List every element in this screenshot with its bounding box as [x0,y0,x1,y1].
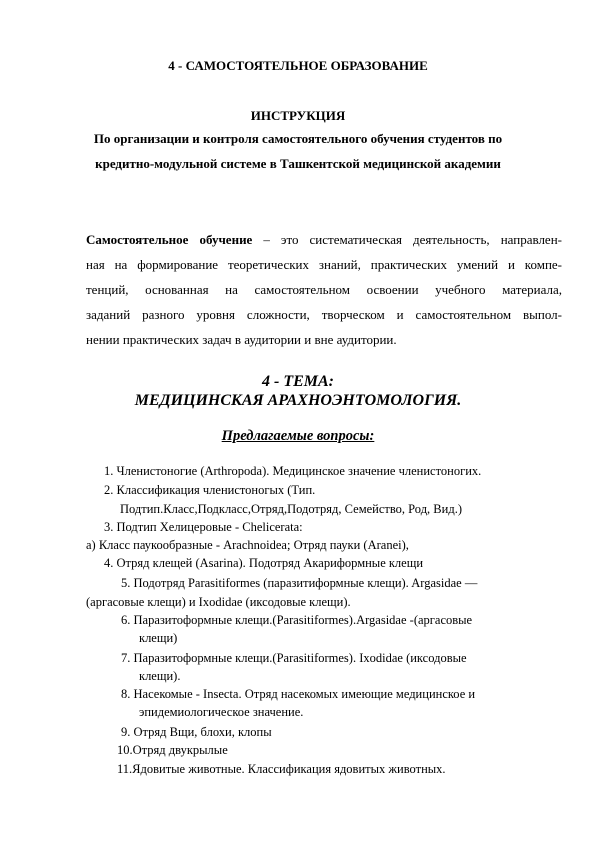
definition-line-1-rest: – это систематическая деятельность, направлен- [252,232,562,247]
question-8-continued: эпидемиологическое значение. [139,705,304,719]
section-title: 4 - САМОСТОЯТЕЛЬНОЕ ОБРАЗОВАНИЕ [168,58,428,73]
topic-title: МЕДИЦИНСКАЯ АРАХНОЭНТОМОЛОГИЯ. [134,392,462,409]
question-7-continued: клещи). [139,669,181,683]
question-5: 5. Подотряд Parasitiformes (паразитиформные клещи). Argasidae — [121,576,478,590]
question-3: 3. Подтип Хелицеровые - Chelicerata: [104,520,303,534]
instruction-line-1: По организации и контроля самостоятельного обучения студентов по [93,131,503,146]
question-5-continued: (аргасовые клещи) и Ixodidae (иксодовые клещи). [86,595,351,609]
question-3-item-a: а) Класс паукообразные - Arachnoidea; Отряд пауки (Aranei), [86,538,409,552]
questions-heading: Предлагаемые вопросы: [221,428,375,444]
question-1: 1. Членистоногие (Arthropoda). Медицинское значение членистоногих. [104,464,482,478]
question-7: 7. Паразитоформные клещи.(Parasitiformes). Ixodidae (иксодовые [121,651,467,665]
definition-line-4: заданий разного уровня сложности, творческом и самостоятельном выпол- [86,307,562,322]
question-10: 10.Отряд двукрылые [117,743,228,757]
question-8: 8. Насекомые - Insecta. Отряд насекомых имеющие медицинское и [121,687,476,701]
definition-line-5: нении практических задач в аудитории и вне аудитории. [86,332,397,347]
definition-line-3: тенций, основанная на самостоятельном освоении учебного материала, [86,282,562,297]
question-6: 6. Паразитоформные клещи.(Parasitiformes).Argasidae -(аргасовые [121,613,473,627]
definition-line-1 [86,232,562,248]
definition-line-2: ная на формирование теоретических знаний, практических умений и компе- [86,257,562,272]
question-6-continued: клещи) [139,631,178,645]
instruction-line-2: кредитно-модульной системе в Ташкентской медицинской академии [95,156,501,171]
question-2-continued: Подтип.Класс,Подкласс,Отряд,Подотряд, Семейство, Род, Вид.) [120,502,462,516]
question-9: 9. Отряд Вщи, блохи, клопы [121,725,272,739]
question-11: 11.Ядовитые животные. Классификация ядовитых животных. [117,762,446,776]
question-2: 2. Классификация членистоногых (Тип. [104,483,316,497]
question-4: 4. Отряд клещей (Asarina). Подотряд Акариформные клещи [104,556,424,570]
instruction-heading: ИНСТРУКЦИЯ [250,108,346,123]
definition-term: Самостоятельное обучение [86,232,253,247]
topic-number: 4 - ТЕМА: [262,373,334,390]
